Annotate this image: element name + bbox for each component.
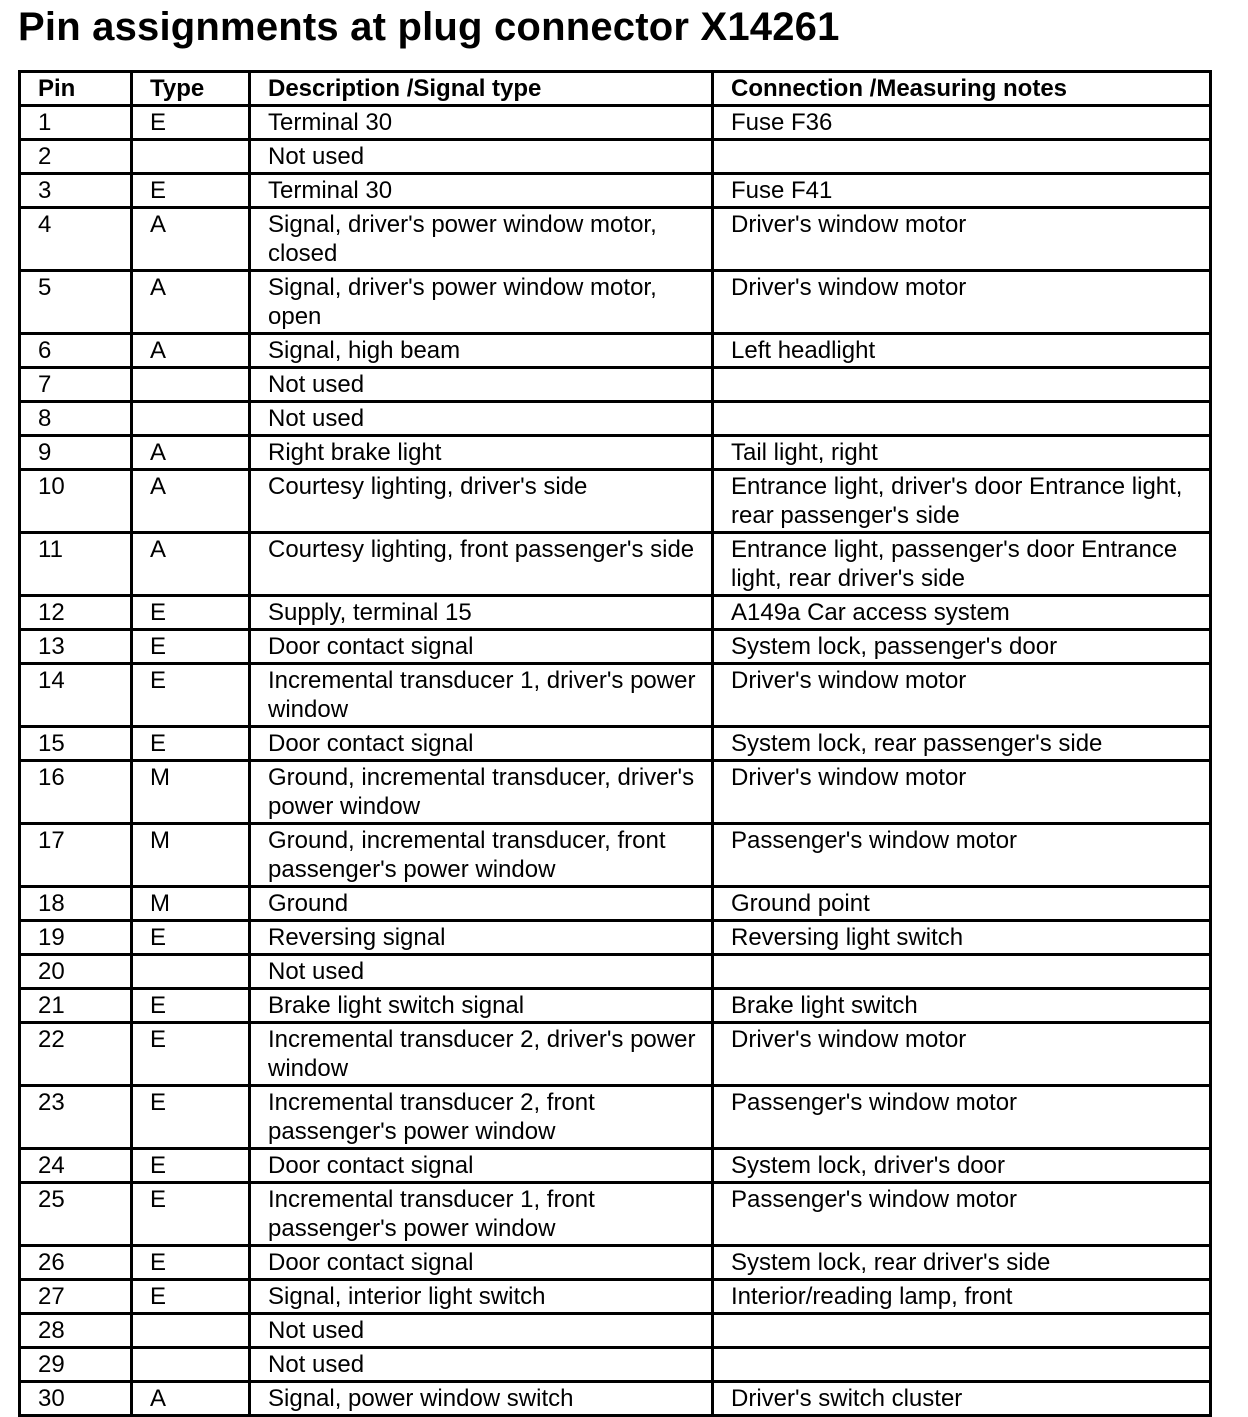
connection-cell: Entrance light, driver's door Entrance light, rear passenger's side	[713, 470, 1211, 533]
table-row	[20, 271, 1211, 334]
description-cell: Not used	[250, 1314, 713, 1348]
type-cell: A	[132, 470, 250, 533]
table-row	[20, 1348, 1211, 1382]
description-cell: Terminal 30	[250, 174, 713, 208]
description-cell: Ground	[250, 887, 713, 921]
pin-cell: 3	[20, 174, 132, 208]
type-cell: E	[132, 1086, 250, 1149]
table-row	[20, 921, 1211, 955]
table-row	[20, 174, 1211, 208]
table-row	[20, 824, 1211, 887]
connection-cell: Driver's switch cluster	[713, 1382, 1211, 1416]
type-cell: E	[132, 727, 250, 761]
type-cell: E	[132, 989, 250, 1023]
connection-cell: System lock, rear driver's side	[713, 1246, 1211, 1280]
description-cell: Door contact signal	[250, 1246, 713, 1280]
description-cell: Ground, incremental transducer, front passenger's power window	[250, 824, 713, 887]
header-description: Description /Signal type	[250, 72, 713, 106]
description-cell: Signal, power window switch	[250, 1382, 713, 1416]
type-cell	[132, 1314, 250, 1348]
connection-cell	[713, 1348, 1211, 1382]
table-row	[20, 436, 1211, 470]
pin-cell: 25	[20, 1183, 132, 1246]
pin-cell: 28	[20, 1314, 132, 1348]
connection-cell: Interior/reading lamp, front	[713, 1280, 1211, 1314]
table-row	[20, 533, 1211, 596]
pin-cell: 8	[20, 402, 132, 436]
pin-cell: 13	[20, 630, 132, 664]
description-cell: Terminal 30	[250, 106, 713, 140]
table-row	[20, 1246, 1211, 1280]
description-cell: Door contact signal	[250, 1149, 713, 1183]
type-cell: A	[132, 334, 250, 368]
description-cell: Incremental transducer 2, front passenger's power window	[250, 1086, 713, 1149]
pin-cell: 1	[20, 106, 132, 140]
type-cell: M	[132, 824, 250, 887]
pin-cell: 19	[20, 921, 132, 955]
description-cell: Incremental transducer 2, driver's power window	[250, 1023, 713, 1086]
header-type: Type	[132, 72, 250, 106]
pin-cell: 4	[20, 208, 132, 271]
description-cell: Signal, high beam	[250, 334, 713, 368]
type-cell: E	[132, 106, 250, 140]
table-row	[20, 1314, 1211, 1348]
type-cell	[132, 368, 250, 402]
connection-cell: A149a Car access system	[713, 596, 1211, 630]
pin-cell: 16	[20, 761, 132, 824]
description-cell: Courtesy lighting, driver's side	[250, 470, 713, 533]
table-row	[20, 989, 1211, 1023]
type-cell: E	[132, 1023, 250, 1086]
connection-cell: Driver's window motor	[713, 664, 1211, 727]
pin-cell: 10	[20, 470, 132, 533]
pin-cell: 20	[20, 955, 132, 989]
table-row	[20, 761, 1211, 824]
description-cell: Supply, terminal 15	[250, 596, 713, 630]
connection-cell: Passenger's window motor	[713, 1086, 1211, 1149]
pin-cell: 29	[20, 1348, 132, 1382]
connection-cell: Driver's window motor	[713, 271, 1211, 334]
table-row	[20, 470, 1211, 533]
type-cell: A	[132, 208, 250, 271]
type-cell: E	[132, 1280, 250, 1314]
connection-cell	[713, 955, 1211, 989]
connection-cell	[713, 1314, 1211, 1348]
type-cell: E	[132, 1183, 250, 1246]
table-row	[20, 368, 1211, 402]
table-header-row	[20, 72, 1211, 106]
table-row	[20, 1183, 1211, 1246]
table-row	[20, 140, 1211, 174]
type-cell: A	[132, 1382, 250, 1416]
page-title: Pin assignments at plug connector X14261	[18, 5, 840, 49]
description-cell: Signal, driver's power window motor, open	[250, 271, 713, 334]
description-cell: Brake light switch signal	[250, 989, 713, 1023]
type-cell: E	[132, 1246, 250, 1280]
connection-cell: Passenger's window motor	[713, 1183, 1211, 1246]
pin-cell: 9	[20, 436, 132, 470]
pin-cell: 2	[20, 140, 132, 174]
type-cell: E	[132, 630, 250, 664]
header-pin: Pin	[20, 72, 132, 106]
table-row	[20, 1023, 1211, 1086]
description-cell: Not used	[250, 140, 713, 174]
connection-cell: Ground point	[713, 887, 1211, 921]
pin-cell: 17	[20, 824, 132, 887]
type-cell: A	[132, 533, 250, 596]
connection-cell	[713, 140, 1211, 174]
description-cell: Signal, interior light switch	[250, 1280, 713, 1314]
description-cell: Not used	[250, 955, 713, 989]
description-cell: Not used	[250, 402, 713, 436]
table-row	[20, 1382, 1211, 1416]
table-row	[20, 208, 1211, 271]
pin-cell: 14	[20, 664, 132, 727]
pin-cell: 12	[20, 596, 132, 630]
connection-cell: Fuse F41	[713, 174, 1211, 208]
table-row	[20, 955, 1211, 989]
pin-assignment-table	[18, 70, 1212, 1417]
type-cell: M	[132, 887, 250, 921]
description-cell: Door contact signal	[250, 630, 713, 664]
connection-cell: Driver's window motor	[713, 1023, 1211, 1086]
connection-cell: Brake light switch	[713, 989, 1211, 1023]
table-row	[20, 664, 1211, 727]
connection-cell: Driver's window motor	[713, 761, 1211, 824]
connection-cell: System lock, passenger's door	[713, 630, 1211, 664]
pin-cell: 15	[20, 727, 132, 761]
pin-cell: 23	[20, 1086, 132, 1149]
type-cell: E	[132, 174, 250, 208]
table-row	[20, 1149, 1211, 1183]
table-row	[20, 106, 1211, 140]
table-row	[20, 1280, 1211, 1314]
description-cell: Not used	[250, 1348, 713, 1382]
pin-cell: 6	[20, 334, 132, 368]
description-cell: Incremental transducer 1, driver's power window	[250, 664, 713, 727]
pin-cell: 22	[20, 1023, 132, 1086]
table-row	[20, 727, 1211, 761]
table-row	[20, 630, 1211, 664]
table-row	[20, 596, 1211, 630]
description-cell: Ground, incremental transducer, driver's power window	[250, 761, 713, 824]
description-cell: Incremental transducer 1, front passenger's power window	[250, 1183, 713, 1246]
connection-cell: Reversing light switch	[713, 921, 1211, 955]
description-cell: Courtesy lighting, front passenger's side	[250, 533, 713, 596]
description-cell: Door contact signal	[250, 727, 713, 761]
table-row	[20, 334, 1211, 368]
table-row	[20, 1086, 1211, 1149]
connection-cell	[713, 402, 1211, 436]
description-cell: Right brake light	[250, 436, 713, 470]
connection-cell: Tail light, right	[713, 436, 1211, 470]
pin-cell: 11	[20, 533, 132, 596]
table-row	[20, 402, 1211, 436]
pin-cell: 24	[20, 1149, 132, 1183]
description-cell: Signal, driver's power window motor, closed	[250, 208, 713, 271]
type-cell: A	[132, 436, 250, 470]
type-cell	[132, 955, 250, 989]
pin-cell: 18	[20, 887, 132, 921]
pin-cell: 26	[20, 1246, 132, 1280]
pin-cell: 21	[20, 989, 132, 1023]
type-cell: E	[132, 596, 250, 630]
type-cell	[132, 1348, 250, 1382]
type-cell: E	[132, 1149, 250, 1183]
type-cell: A	[132, 271, 250, 334]
type-cell	[132, 140, 250, 174]
description-cell: Not used	[250, 368, 713, 402]
type-cell: M	[132, 761, 250, 824]
pin-cell: 5	[20, 271, 132, 334]
pin-cell: 30	[20, 1382, 132, 1416]
connection-cell: Entrance light, passenger's door Entrance light, rear driver's side	[713, 533, 1211, 596]
type-cell: E	[132, 664, 250, 727]
connection-cell	[713, 368, 1211, 402]
connection-cell: System lock, driver's door	[713, 1149, 1211, 1183]
table-row	[20, 887, 1211, 921]
connection-cell: Passenger's window motor	[713, 824, 1211, 887]
connection-cell: Driver's window motor	[713, 208, 1211, 271]
connection-cell: Left headlight	[713, 334, 1211, 368]
pin-cell: 27	[20, 1280, 132, 1314]
pin-cell: 7	[20, 368, 132, 402]
description-cell: Reversing signal	[250, 921, 713, 955]
type-cell: E	[132, 921, 250, 955]
connection-cell: System lock, rear passenger's side	[713, 727, 1211, 761]
type-cell	[132, 402, 250, 436]
connection-cell: Fuse F36	[713, 106, 1211, 140]
header-connection: Connection /Measuring notes	[713, 72, 1211, 106]
